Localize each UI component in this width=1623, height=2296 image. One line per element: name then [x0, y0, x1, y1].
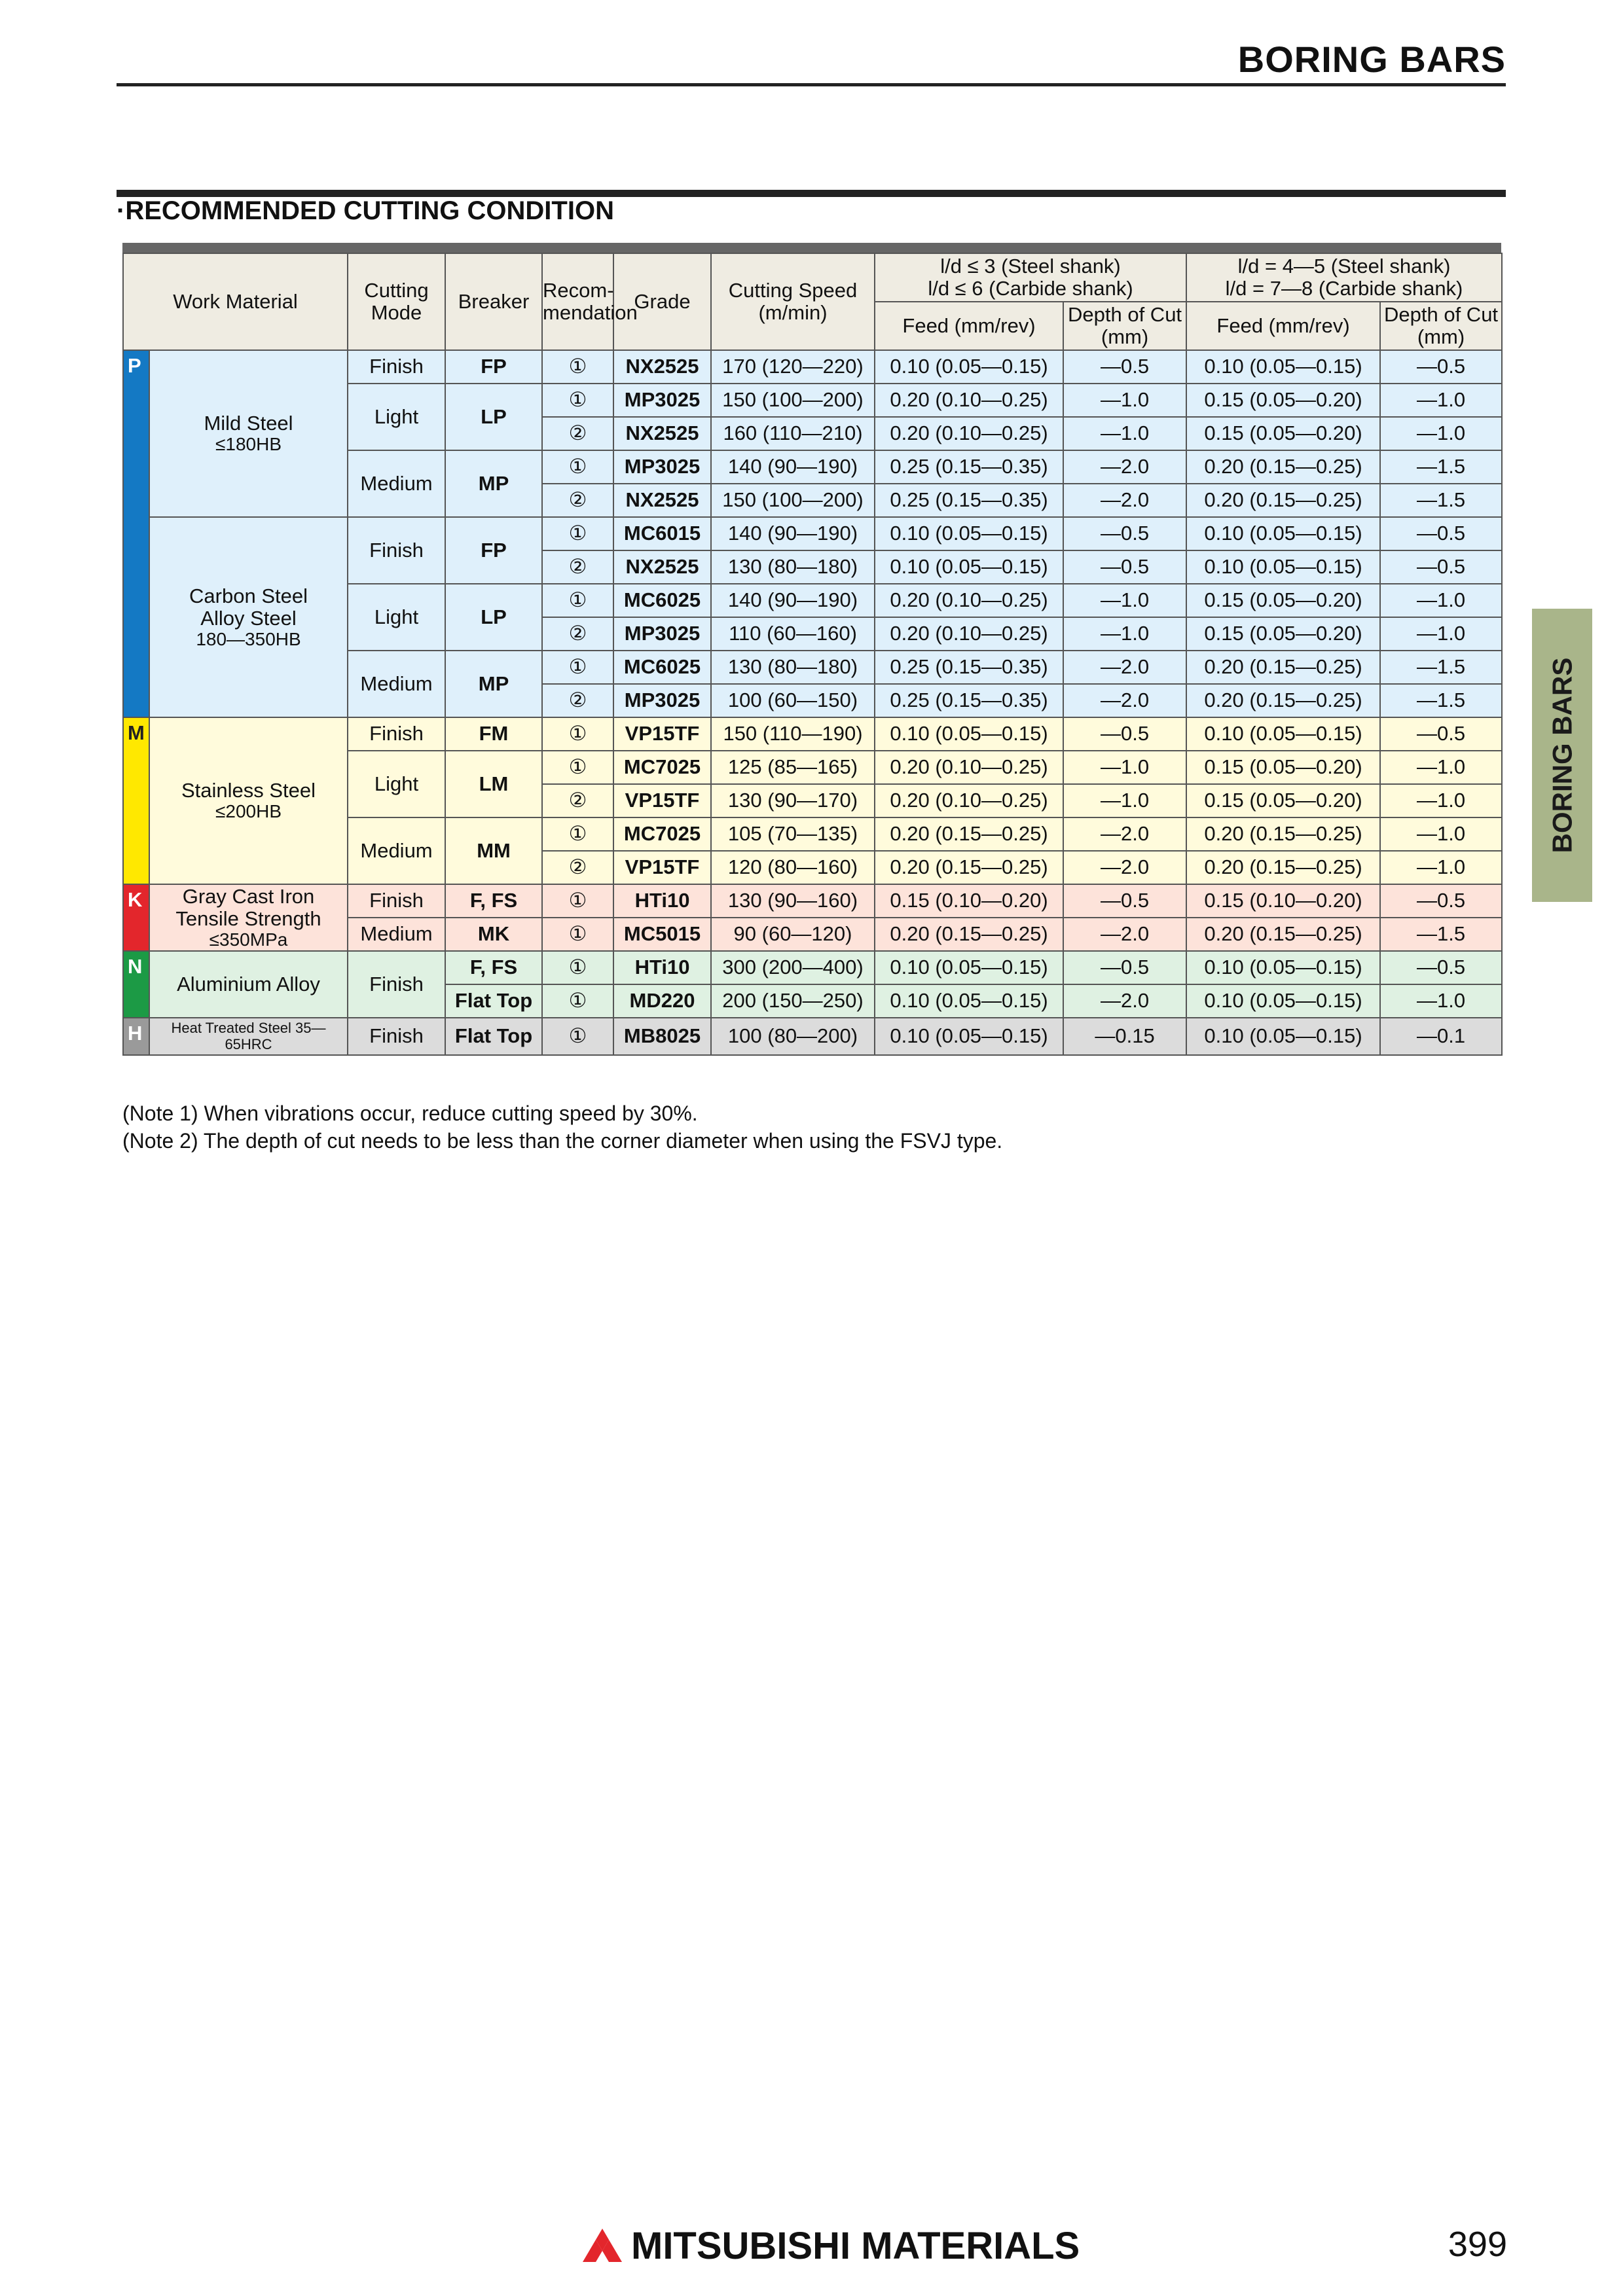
cutting-speed: 100 (80—200) [711, 1018, 875, 1055]
depth-of-cut-long: —1.5 [1380, 651, 1502, 684]
recommendation: ② [542, 550, 613, 584]
header-breaker: Breaker [445, 253, 542, 350]
material-name: Mild Steel [204, 412, 293, 435]
header-recommendation: Recom-mendation [542, 253, 613, 350]
cutting-speed: 130 (80—180) [711, 550, 875, 584]
grade: MC7025 [613, 817, 711, 851]
material-name: Aluminium Alloy [177, 972, 320, 996]
grade: VP15TF [613, 851, 711, 884]
cutting-mode: Medium [348, 651, 445, 717]
work-material-cell [149, 350, 348, 517]
feed-short: 0.10 (0.05—0.15) [875, 517, 1063, 550]
breaker: MM [445, 817, 542, 884]
header-work-material: Work Material [123, 253, 348, 350]
cutting-mode: Finish [348, 951, 445, 1018]
depth-of-cut-long: —1.5 [1380, 684, 1502, 717]
feed-long: 0.10 (0.05—0.15) [1186, 1018, 1380, 1055]
cutting-mode: Finish [348, 717, 445, 751]
feed-short: 0.25 (0.15—0.35) [875, 484, 1063, 517]
header-feed-1: Feed (mm/rev) [875, 302, 1063, 350]
work-material-cell [149, 951, 348, 1018]
material-name: Gray Cast Iron [182, 884, 315, 908]
depth-of-cut-long: —1.0 [1380, 751, 1502, 784]
feed-short: 0.25 (0.15—0.35) [875, 651, 1063, 684]
depth-of-cut-long: —1.0 [1380, 817, 1502, 851]
header-grade: Grade [613, 253, 711, 350]
breaker: F, FS [445, 884, 542, 918]
breaker: Flat Top [445, 1018, 542, 1055]
grade: MC6025 [613, 584, 711, 617]
table-row [123, 951, 1502, 984]
recommendation: ① [542, 384, 613, 417]
depth-of-cut-short: —2.0 [1063, 918, 1186, 951]
material-hardness: ≤200HB [215, 801, 282, 822]
grade: MC7025 [613, 751, 711, 784]
feed-long: 0.20 (0.15—0.25) [1186, 684, 1380, 717]
cutting-speed: 130 (90—160) [711, 884, 875, 918]
depth-of-cut-short: —0.15 [1063, 1018, 1186, 1055]
side-tab[interactable] [1532, 609, 1592, 902]
feed-short: 0.20 (0.10—0.25) [875, 417, 1063, 450]
material-hardness: 180—350HB [196, 628, 301, 649]
recommendation: ① [542, 651, 613, 684]
depth-of-cut-long: —0.5 [1380, 350, 1502, 384]
feed-long: 0.10 (0.05—0.15) [1186, 984, 1380, 1018]
material-code-n: N [123, 951, 149, 1018]
footer-brand [581, 2224, 1080, 2268]
grade: MC6025 [613, 651, 711, 684]
grade: NX2525 [613, 417, 711, 450]
recommendation: ① [542, 584, 613, 617]
section-title: ·RECOMMENDED CUTTING CONDITION [117, 196, 614, 225]
breaker: MP [445, 651, 542, 717]
recommendation: ① [542, 984, 613, 1018]
feed-short: 0.20 (0.15—0.25) [875, 817, 1063, 851]
material-hardness: ≤180HB [215, 434, 282, 455]
depth-of-cut-long: —1.0 [1380, 784, 1502, 817]
grade: VP15TF [613, 784, 711, 817]
feed-short: 0.10 (0.05—0.15) [875, 550, 1063, 584]
feed-long: 0.10 (0.05—0.15) [1186, 717, 1380, 751]
feed-short: 0.25 (0.15—0.35) [875, 450, 1063, 484]
material-name: Stainless Steel [181, 779, 316, 802]
material-code-m: M [123, 717, 149, 884]
depth-of-cut-long: —1.0 [1380, 851, 1502, 884]
recommendation: ① [542, 350, 613, 384]
header-group-long [1186, 253, 1502, 302]
feed-long: 0.20 (0.15—0.25) [1186, 851, 1380, 884]
cutting-speed: 130 (90—170) [711, 784, 875, 817]
depth-of-cut-short: —0.5 [1063, 717, 1186, 751]
depth-of-cut-short: —2.0 [1063, 450, 1186, 484]
page-number: 399 [1448, 2225, 1507, 2264]
cutting-speed: 90 (60—120) [711, 918, 875, 951]
cutting-speed: 110 (60—160) [711, 617, 875, 651]
depth-of-cut-long: —0.5 [1380, 550, 1502, 584]
depth-of-cut-short: —0.5 [1063, 884, 1186, 918]
header-group-long-line1: l/d = 4—5 (Steel shank) [1237, 254, 1451, 278]
depth-of-cut-short: —2.0 [1063, 684, 1186, 717]
page-header-title: BORING BARS [1237, 39, 1506, 80]
grade: MC6015 [613, 517, 711, 550]
material-name-line2: Tensile Strength [175, 906, 321, 930]
depth-of-cut-long: —0.5 [1380, 884, 1502, 918]
depth-of-cut-long: —1.5 [1380, 484, 1502, 517]
recommendation: ① [542, 450, 613, 484]
note-2: (Note 2) The depth of cut needs to be less than the corner diameter when using the FSVJ type. [122, 1129, 1003, 1153]
depth-of-cut-long: —0.5 [1380, 517, 1502, 550]
material-name: Carbon Steel [189, 584, 308, 607]
depth-of-cut-short: —1.0 [1063, 617, 1186, 651]
feed-long: 0.15 (0.05—0.20) [1186, 617, 1380, 651]
recommendation: ① [542, 817, 613, 851]
recommendation: ② [542, 484, 613, 517]
recommendation: ① [542, 517, 613, 550]
table-row [123, 1018, 1502, 1055]
depth-of-cut-long: —1.0 [1380, 617, 1502, 651]
depth-of-cut-long: —1.0 [1380, 417, 1502, 450]
depth-of-cut-long: —0.5 [1380, 951, 1502, 984]
cutting-mode: Finish [348, 350, 445, 384]
grade: NX2525 [613, 484, 711, 517]
depth-of-cut-long: —1.5 [1380, 918, 1502, 951]
breaker: FP [445, 350, 542, 384]
table-row [123, 350, 1502, 384]
header-group-long-line2: l/d = 7—8 (Carbide shank) [1225, 277, 1463, 300]
feed-long: 0.10 (0.05—0.15) [1186, 550, 1380, 584]
feed-long: 0.10 (0.05—0.15) [1186, 951, 1380, 984]
cutting-mode: Finish [348, 517, 445, 584]
material-name: Heat Treated Steel 35—65HRC [171, 1020, 326, 1052]
grade: NX2525 [613, 350, 711, 384]
grade: MB8025 [613, 1018, 711, 1055]
header-feed-2: Feed (mm/rev) [1186, 302, 1380, 350]
table-notes [122, 1100, 1002, 1155]
depth-of-cut-short: —2.0 [1063, 851, 1186, 884]
recommendation: ② [542, 851, 613, 884]
recommendation: ② [542, 684, 613, 717]
depth-of-cut-long: —1.0 [1380, 384, 1502, 417]
grade: HTi10 [613, 951, 711, 984]
feed-short: 0.20 (0.10—0.25) [875, 384, 1063, 417]
cutting-mode: Light [348, 384, 445, 450]
cutting-speed: 140 (90—190) [711, 450, 875, 484]
mitsubishi-logo-icon [581, 2227, 623, 2265]
cutting-mode: Medium [348, 918, 445, 951]
depth-of-cut-long: —1.5 [1380, 450, 1502, 484]
feed-short: 0.20 (0.10—0.25) [875, 784, 1063, 817]
depth-of-cut-short: —0.5 [1063, 350, 1186, 384]
cutting-speed: 150 (100—200) [711, 484, 875, 517]
header-rule [117, 83, 1506, 86]
header-group-short [875, 253, 1186, 302]
cutting-speed: 130 (80—180) [711, 651, 875, 684]
grade: NX2525 [613, 550, 711, 584]
recommendation: ① [542, 717, 613, 751]
depth-of-cut-short: —2.0 [1063, 484, 1186, 517]
feed-long: 0.15 (0.05—0.20) [1186, 417, 1380, 450]
depth-of-cut-short: —2.0 [1063, 817, 1186, 851]
breaker: Flat Top [445, 984, 542, 1018]
feed-long: 0.20 (0.15—0.25) [1186, 918, 1380, 951]
note-1: (Note 1) When vibrations occur, reduce cutting speed by 30%. [122, 1102, 698, 1125]
feed-short: 0.10 (0.05—0.15) [875, 717, 1063, 751]
work-material-cell [149, 517, 348, 717]
material-code-p: P [123, 350, 149, 717]
grade: MC5015 [613, 918, 711, 951]
breaker: MK [445, 918, 542, 951]
feed-long: 0.20 (0.15—0.25) [1186, 450, 1380, 484]
breaker: FM [445, 717, 542, 751]
cutting-mode: Light [348, 584, 445, 651]
breaker: FP [445, 517, 542, 584]
table-row [123, 717, 1502, 751]
depth-of-cut-long: —1.0 [1380, 984, 1502, 1018]
depth-of-cut-long: —0.5 [1380, 717, 1502, 751]
feed-short: 0.20 (0.10—0.25) [875, 584, 1063, 617]
recommendation: ② [542, 617, 613, 651]
grade: MP3025 [613, 617, 711, 651]
feed-short: 0.10 (0.05—0.15) [875, 951, 1063, 984]
header-cutting-mode: Cutting Mode [348, 253, 445, 350]
depth-of-cut-short: —0.5 [1063, 550, 1186, 584]
feed-short: 0.20 (0.15—0.25) [875, 918, 1063, 951]
breaker: LM [445, 751, 542, 817]
feed-short: 0.10 (0.05—0.15) [875, 984, 1063, 1018]
feed-short: 0.20 (0.10—0.25) [875, 751, 1063, 784]
header-cutting-speed: Cutting Speed (m/min) [711, 253, 875, 350]
recommendation: ② [542, 784, 613, 817]
header-group-short-line2: l/d ≤ 6 (Carbide shank) [928, 277, 1133, 300]
cutting-mode: Light [348, 751, 445, 817]
depth-of-cut-short: —1.0 [1063, 584, 1186, 617]
grade: HTi10 [613, 884, 711, 918]
material-name-line2: Alloy Steel [200, 606, 297, 630]
depth-of-cut-long: —0.1 [1380, 1018, 1502, 1055]
cutting-speed: 200 (150—250) [711, 984, 875, 1018]
work-material-cell [149, 717, 348, 884]
feed-short: 0.20 (0.15—0.25) [875, 851, 1063, 884]
recommendation: ① [542, 884, 613, 918]
cutting-speed: 150 (110—190) [711, 717, 875, 751]
table-row [123, 884, 1502, 918]
breaker: LP [445, 584, 542, 651]
feed-short: 0.15 (0.10—0.20) [875, 884, 1063, 918]
table-row [123, 517, 1502, 550]
cutting-speed: 125 (85—165) [711, 751, 875, 784]
breaker: LP [445, 384, 542, 450]
feed-long: 0.20 (0.15—0.25) [1186, 651, 1380, 684]
header-group-short-line1: l/d ≤ 3 (Steel shank) [940, 254, 1121, 278]
cutting-speed: 105 (70—135) [711, 817, 875, 851]
cutting-speed: 160 (110—210) [711, 417, 875, 450]
grade: MP3025 [613, 450, 711, 484]
header-doc-1: Depth of Cut (mm) [1063, 302, 1186, 350]
material-code-k: K [123, 884, 149, 951]
cutting-mode: Finish [348, 884, 445, 918]
cutting-speed: 140 (90—190) [711, 517, 875, 550]
cutting-mode: Medium [348, 817, 445, 884]
feed-long: 0.15 (0.05—0.20) [1186, 584, 1380, 617]
grade: MP3025 [613, 684, 711, 717]
cutting-mode: Medium [348, 450, 445, 517]
cutting-mode: Finish [348, 1018, 445, 1055]
cutting-speed: 300 (200—400) [711, 951, 875, 984]
feed-long: 0.10 (0.05—0.15) [1186, 517, 1380, 550]
cutting-speed: 100 (60—150) [711, 684, 875, 717]
depth-of-cut-short: —1.0 [1063, 784, 1186, 817]
feed-long: 0.15 (0.10—0.20) [1186, 884, 1380, 918]
brand-name: MITSUBISHI MATERIALS [631, 2225, 1080, 2267]
cutting-speed: 170 (120—220) [711, 350, 875, 384]
work-material-cell [149, 884, 348, 951]
material-hardness: ≤350MPa [209, 929, 288, 950]
feed-short: 0.20 (0.10—0.25) [875, 617, 1063, 651]
depth-of-cut-long: —1.0 [1380, 584, 1502, 617]
depth-of-cut-short: —1.0 [1063, 751, 1186, 784]
cutting-condition-table [122, 253, 1503, 1056]
header-doc-2: Depth of Cut (mm) [1380, 302, 1502, 350]
depth-of-cut-short: —1.0 [1063, 417, 1186, 450]
feed-short: 0.25 (0.15—0.35) [875, 684, 1063, 717]
recommendation: ① [542, 918, 613, 951]
feed-long: 0.10 (0.05—0.15) [1186, 350, 1380, 384]
recommendation: ① [542, 1018, 613, 1055]
feed-long: 0.20 (0.15—0.25) [1186, 817, 1380, 851]
cutting-speed: 150 (100—200) [711, 384, 875, 417]
table-top-bar [122, 243, 1501, 253]
grade: MP3025 [613, 384, 711, 417]
depth-of-cut-short: —0.5 [1063, 517, 1186, 550]
cutting-speed: 120 (80—160) [711, 851, 875, 884]
cutting-speed: 140 (90—190) [711, 584, 875, 617]
recommendation: ② [542, 417, 613, 450]
grade: VP15TF [613, 717, 711, 751]
depth-of-cut-short: —2.0 [1063, 984, 1186, 1018]
recommendation: ① [542, 951, 613, 984]
depth-of-cut-short: —0.5 [1063, 951, 1186, 984]
side-tab-label: BORING BARS [1546, 657, 1577, 853]
breaker: F, FS [445, 951, 542, 984]
work-material-cell [149, 1018, 348, 1055]
feed-long: 0.15 (0.05—0.20) [1186, 751, 1380, 784]
depth-of-cut-short: —2.0 [1063, 651, 1186, 684]
recommendation: ① [542, 751, 613, 784]
material-code-h: H [123, 1018, 149, 1055]
feed-long: 0.15 (0.05—0.20) [1186, 784, 1380, 817]
depth-of-cut-short: —1.0 [1063, 384, 1186, 417]
feed-long: 0.15 (0.05—0.20) [1186, 384, 1380, 417]
feed-long: 0.20 (0.15—0.25) [1186, 484, 1380, 517]
grade: MD220 [613, 984, 711, 1018]
feed-short: 0.10 (0.05—0.15) [875, 1018, 1063, 1055]
breaker: MP [445, 450, 542, 517]
feed-short: 0.10 (0.05—0.15) [875, 350, 1063, 384]
